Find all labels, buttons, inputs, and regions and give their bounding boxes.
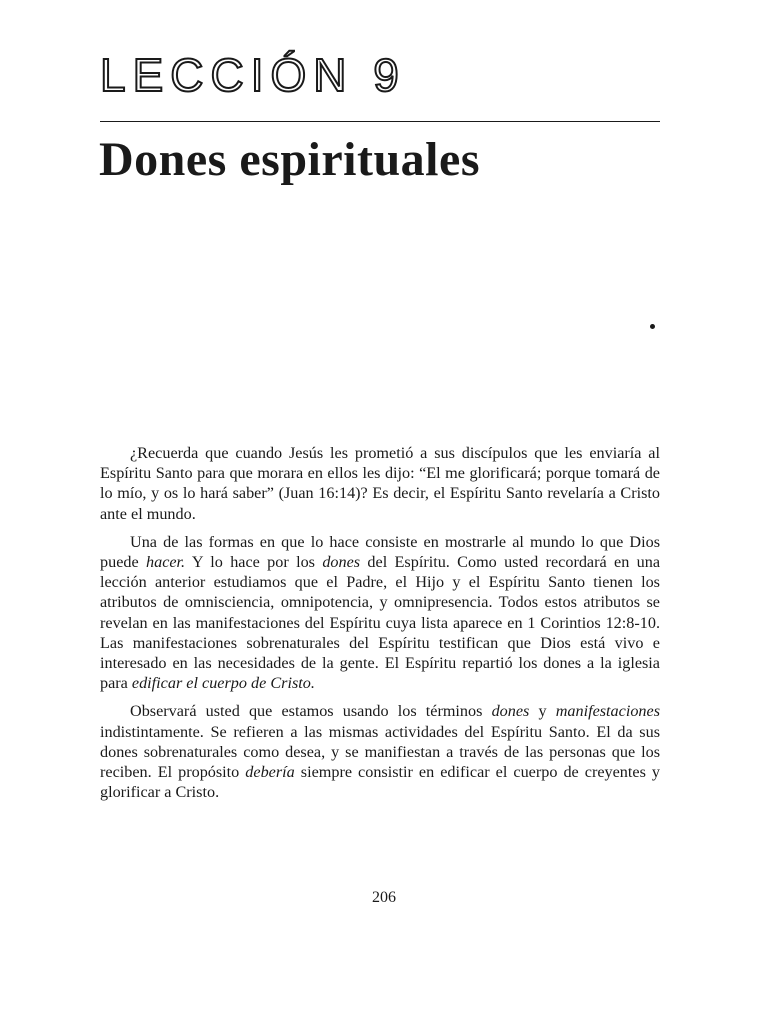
text-segment: Y lo hace por los — [185, 553, 323, 572]
text-segment: indistintamente. Se refieren a las mismas actividades del Espíritu Santo. El da sus dones sobrenaturales como desea, y se manifiestan a través de las personas que los reciben. El propósito — [100, 722, 660, 782]
paragraph-1 — [100, 443, 660, 524]
stray-dot-mark — [650, 324, 655, 329]
italic-text-segment: edificar el cuerpo de Cristo. — [131, 674, 315, 693]
lesson-label: LECCIÓN 9 — [100, 49, 406, 101]
paragraph-2 — [100, 532, 660, 694]
italic-text-segment: manifestaciones — [555, 702, 661, 721]
paragraph-3 — [100, 701, 660, 802]
text-segment: Una de las formas en que lo hace consiste en mostrarle al mundo lo que Dios puede — [100, 532, 660, 572]
text-segment: Observará usted que estamos usando los términos — [130, 702, 492, 721]
italic-text-segment: dones — [322, 553, 361, 572]
text-segment: ¿Recuerda que cuando Jesús les prometió a sus discípulos que les enviaría al Espíritu Santo para que morara en ellos les dijo: “El me glorificará; porque tomará de lo mío, y os lo hará saber” (Juan 16:14)? Es decir, el Espíritu Santo revelaría a Cristo ante el mundo. — [100, 444, 660, 523]
body-text — [100, 443, 660, 810]
header-rule — [100, 121, 660, 122]
page-number: 206 — [372, 889, 396, 906]
italic-text-segment: hacer. — [146, 553, 186, 572]
italic-text-segment: debería — [245, 763, 295, 782]
text-segment: del Espíritu. Como usted recordará en una lección anterior estudiamos que el Padre, el Hijo y el Espíritu Santo tienen los atributos de omnisciencia, omnipotencia, y omnipresencia. Todos estos atributos se revelan en las manifestaciones del Espíritu cuya lista aparece en 1 Corintios 12:8-10. Las manifestaciones sobrenaturales del Espíritu testifican que Dios está vivo e interesado en las necesidades de la gente. El Espíritu repartió los dones a la iglesia para — [100, 553, 661, 693]
text-segment: y — [529, 702, 556, 721]
page-title: Dones espirituales — [99, 133, 480, 186]
text-segment: siempre consistir en edificar el cuerpo de creyentes y glorificar a Cristo. — [100, 763, 660, 802]
italic-text-segment: dones — [491, 702, 530, 721]
